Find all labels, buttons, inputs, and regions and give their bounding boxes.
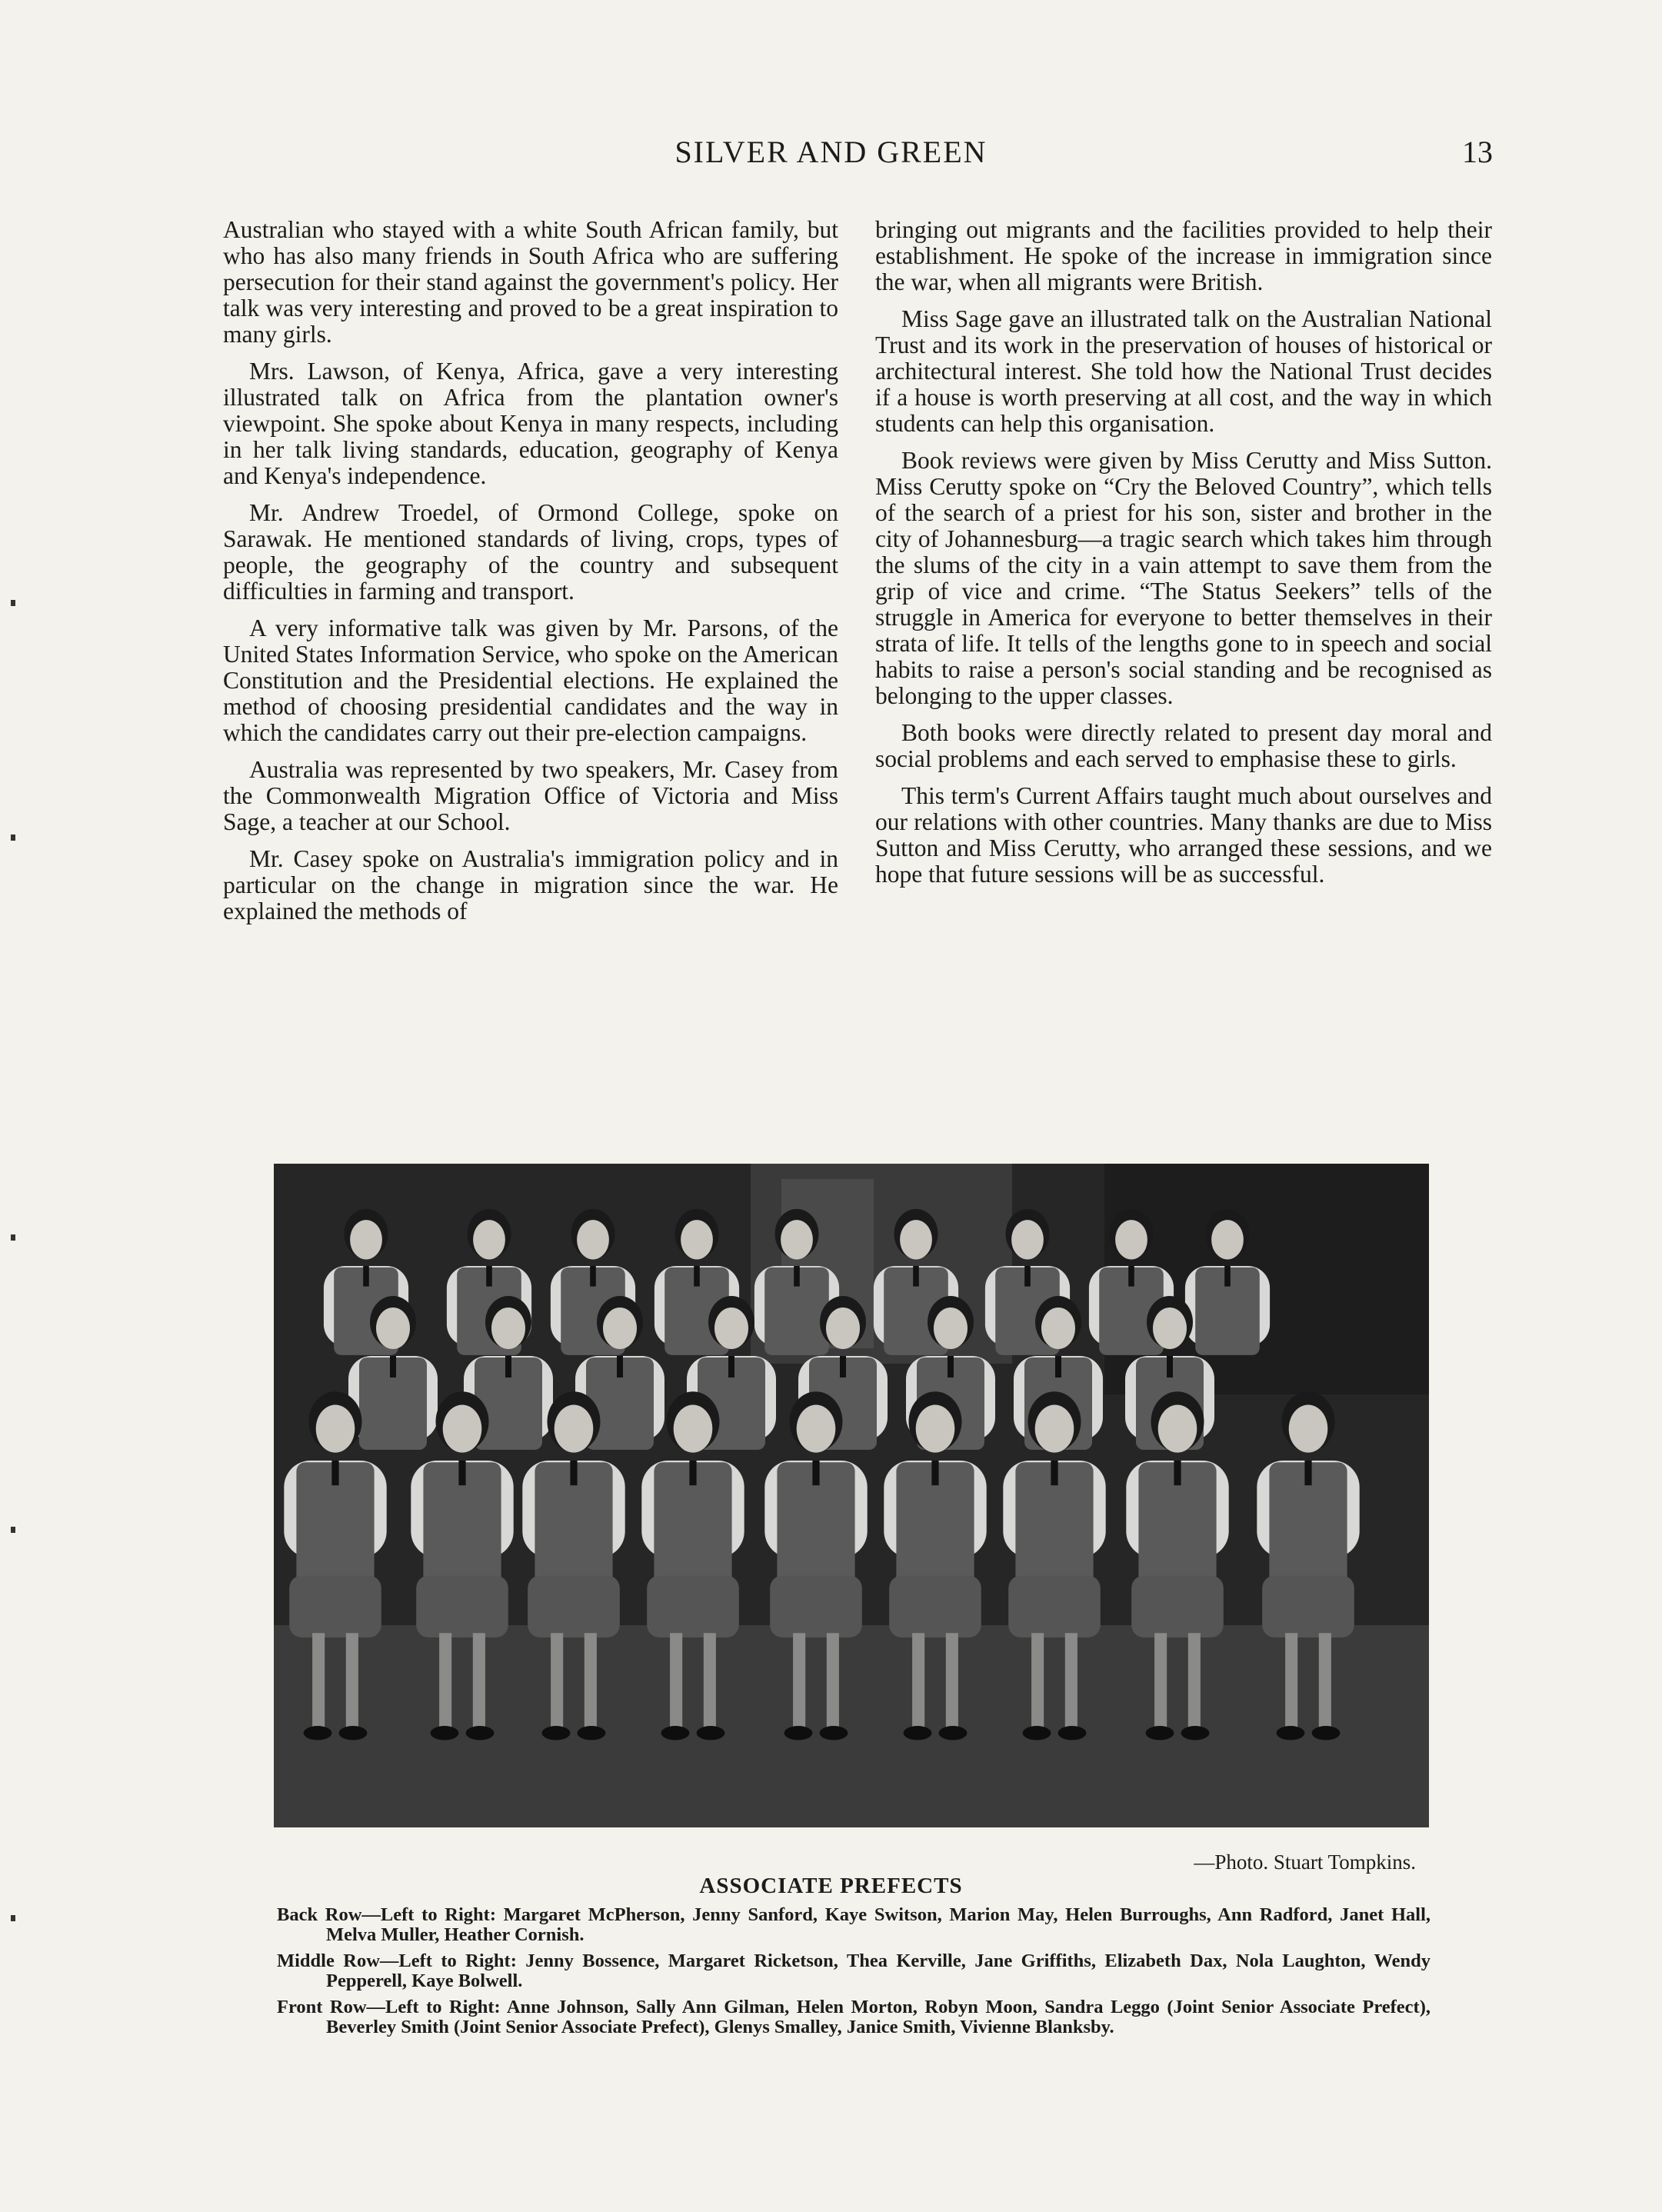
paragraph: This term's Current Affairs taught much about ourselves and our relations with other countries. Many thanks are due to Miss Sutton and Miss Cerutty, who arranged these sessions, and we hope that future sessions will be as successful. [875,782,1492,888]
caption-rows [277,1905,1431,2044]
face [491,1308,525,1349]
tie [694,1266,700,1287]
shoe [466,1726,495,1740]
skirt [1131,1576,1224,1638]
face [316,1405,355,1453]
face [376,1308,410,1349]
leg [1285,1633,1297,1731]
face [577,1220,609,1259]
face [1158,1405,1197,1453]
face [797,1405,836,1453]
shoe [1058,1726,1087,1740]
tie [1224,1266,1231,1287]
shoe [820,1726,848,1740]
face [674,1405,713,1453]
photo-credit: —Photo. Stuart Tompkins. [1194,1851,1416,1874]
tie [689,1461,696,1485]
tie [1055,1356,1061,1378]
face [350,1220,382,1259]
tie [1174,1461,1181,1485]
shoe [339,1726,368,1740]
face [1115,1220,1147,1259]
caption-back-row: Back Row—Left to Right: Margaret McPherson, Jenny Sanford, Kaye Switson, Marion May, Helen Burroughs, Ann Radford, Janet Hall, Melva Muller, Heather Cornish. [277,1904,1431,1945]
face [473,1220,505,1259]
shoe [661,1726,690,1740]
tie [390,1356,396,1378]
skirt [416,1576,508,1638]
leg [946,1633,958,1731]
page-number: 13 [1462,135,1493,169]
tie [728,1356,734,1378]
tie [1304,1461,1311,1485]
face [826,1308,860,1349]
leg [1188,1633,1201,1731]
shoe [697,1726,725,1740]
face [781,1220,813,1259]
tie [505,1356,511,1378]
face [1041,1308,1075,1349]
tie [331,1461,338,1485]
paragraph: Mr. Casey spoke on Australia's immigration policy and in particular on the change in migration since the war. He explained the methods of [223,845,838,924]
tie [458,1461,465,1485]
shoe [1023,1726,1051,1740]
shoe [431,1726,459,1740]
skirt [889,1576,981,1638]
leg [346,1633,358,1731]
paragraph: Both books were directly related to present day moral and social problems and each served to emphasise these to girls. [875,719,1492,772]
face [714,1308,748,1349]
paragraph: Book reviews were given by Miss Cerutty and Miss Sutton. Miss Cerutty spoke on “Cry the Beloved Country”, which tells of the search of a priest for his son, sister and brother in the city of Johannesburg—a tragic search which takes him through the slums of the city in a vain attempt to save them from the grip of vice and crime. “The Status Seekers” tells of the struggle in America for everyone to better themselves in their strata of life. It tells of the lengths gone to in speech and social habits to raise a person's social standing and be recognised as belonging to the upper classes. [875,447,1492,709]
face [934,1308,968,1349]
leg [585,1633,597,1731]
shoe [1277,1726,1305,1740]
leg [439,1633,451,1731]
skirt [289,1576,381,1638]
face [443,1405,482,1453]
shoe [578,1726,606,1740]
right-column [875,217,1492,898]
binding-mark [11,1527,15,1533]
paragraph: Miss Sage gave an illustrated talk on the Australian National Trust and its work in the preservation of houses of historical or architectural interest. She told how the National Trust decides if a house is worth preserving at all cost, and the way in which students can help this organisation. [875,305,1492,437]
face [1035,1405,1074,1453]
shoe [1181,1726,1210,1740]
face [1289,1405,1328,1453]
binding-mark [11,1915,15,1921]
skirt [1262,1576,1354,1638]
caption-title: ASSOCIATE PREFECTS [699,1874,963,1898]
skirt [770,1576,862,1638]
face [603,1308,637,1349]
caption-front-row: Front Row—Left to Right: Anne Johnson, Sally Ann Gilman, Helen Morton, Robyn Moon, Sandra Leggo (Joint Senior Associate Prefect), Beverley Smith (Joint Senior Associate Prefect), Glenys Smalley, Janice Smith, Vivienne Blanksby. [277,1997,1431,2037]
paragraph: A very informative talk was given by Mr. Parsons, of the United States Information Service, who spoke on the American Constitution and the Presidential elections. He explained the method of choosing presidential candidates and the way in which the candidates carry out their pre-election campaigns. [223,615,838,746]
face [1211,1220,1244,1259]
binding-mark [11,600,15,606]
tie [812,1461,819,1485]
skirt [1008,1576,1101,1638]
tie [1167,1356,1173,1378]
leg [793,1633,805,1731]
tie [363,1266,369,1287]
leg [1065,1633,1077,1731]
paragraph: Mrs. Lawson, of Kenya, Africa, gave a very interesting illustrated talk on Africa from the plantation owner's viewpoint. She spoke about Kenya in many respects, including in her talk living standards, education, geography of Kenya and Kenya's independence. [223,358,838,489]
tie [590,1266,596,1287]
binding-mark [11,1234,15,1241]
running-title: SILVER AND GREEN [674,135,988,169]
paragraph: Mr. Andrew Troedel, of Ormond College, spoke on Sarawak. He mentioned standards of living, crops, types of people, the geography of the country and subsequent difficulties in farming and transport. [223,499,838,605]
shoe [304,1726,332,1740]
leg [551,1633,563,1731]
leg [312,1633,325,1731]
shoe [1312,1726,1341,1740]
tie [931,1461,938,1485]
paragraph: Australian who stayed with a white South African family, but who has also many friends in South Africa who are suffering persecution for their stand against the government's policy. Her talk was very interesting and proved to be a great inspiration to many girls. [223,216,838,348]
binding-mark [11,834,15,841]
leg [704,1633,716,1731]
paragraph: bringing out migrants and the facilities provided to help their establishment. He spoke of the increase in immigration since the war, when all migrants were British. [875,216,1492,295]
tie [794,1266,800,1287]
shoe [542,1726,571,1740]
paragraph: Australia was represented by two speakers, Mr. Casey from the Commonwealth Migration Office of Victoria and Miss Sage, a teacher at our School. [223,756,838,835]
face [555,1405,594,1453]
group-photo-image [274,1164,1429,1827]
tie [570,1461,577,1485]
face [1153,1308,1187,1349]
tie [1024,1266,1031,1287]
group-photo [274,1164,1429,1827]
tie [913,1266,919,1287]
face [1011,1220,1044,1259]
running-head [0,131,1662,177]
skirt [528,1576,620,1638]
leg [912,1633,924,1731]
tie [486,1266,492,1287]
left-column [223,217,838,935]
leg [670,1633,682,1731]
tie [840,1356,846,1378]
shoe [784,1726,813,1740]
caption-middle-row: Middle Row—Left to Right: Jenny Bossence, Margaret Ricketson, Thea Kerville, Jane Griffiths, Elizabeth Dax, Nola Laughton, Wendy Pepperell, Kaye Bolwell. [277,1950,1431,1991]
tie [948,1356,954,1378]
skirt [647,1576,739,1638]
tie [617,1356,623,1378]
tie [1051,1461,1057,1485]
face [900,1220,932,1259]
leg [473,1633,485,1731]
face [681,1220,713,1259]
leg [1154,1633,1167,1731]
shoe [904,1726,932,1740]
shoe [939,1726,968,1740]
tie [1128,1266,1134,1287]
face [916,1405,955,1453]
leg [1319,1633,1331,1731]
leg [1031,1633,1044,1731]
leg [827,1633,839,1731]
shoe [1146,1726,1174,1740]
